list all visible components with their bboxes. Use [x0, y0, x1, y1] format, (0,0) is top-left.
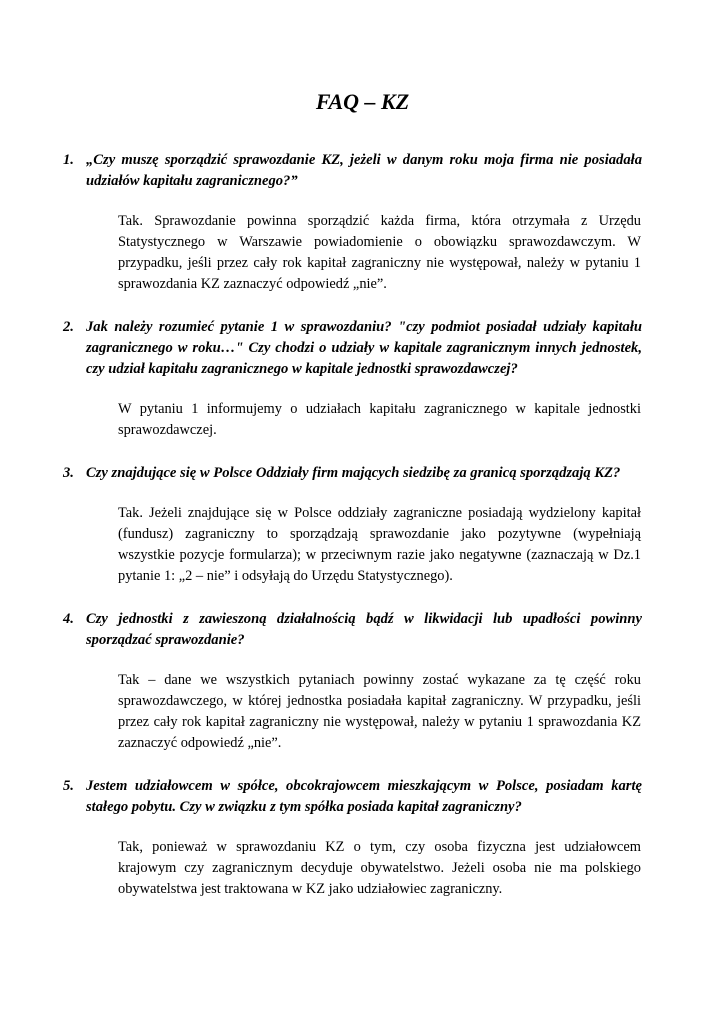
faq-answer: Tak. Sprawozdanie powinna sporządzić każda firma, która otrzymała z Urzędu Statystycznego w Warszawie powiadomienie o obowiązku sprawozdawczym. W przypadku, jeśli przez cały rok kapitał zagraniczny nie występował, należy w pytaniu 1 sprawozdania KZ zaznaczyć odpowiedź „nie”.	[118, 213, 641, 292]
faq-question-row	[0, 609, 725, 651]
faq-item-4	[0, 609, 725, 754]
faq-question-number: 5.	[63, 778, 74, 794]
faq-answer: Tak. Jeżeli znajdujące się w Polsce oddziały zagraniczne posiadają wydzielony kapitał (fundusz) zagraniczny to sporządzają sprawozdanie jako pozytywne (wypełniają wszystkie pozycje formularza); w przeciwnym razie jako negatywne (zaznaczają w Dz.1 pytanie 1: „2 – nie” i odsyłają do Urzędu Statystycznego).	[118, 505, 641, 584]
faq-question-number: 2.	[63, 319, 74, 335]
faq-answer: Tak, ponieważ w sprawozdaniu KZ o tym, czy osoba fizyczna jest udziałowcem krajowym czy zagranicznym decyduje obywatelstwo. Jeżeli osoba nie ma polskiego obywatelstwa jest traktowana w KZ jako udziałowiec zagraniczny.	[118, 839, 641, 897]
faq-item-2	[0, 317, 725, 441]
faq-question-row	[0, 150, 725, 192]
faq-question-row	[0, 463, 725, 484]
faq-answer: Tak – dane we wszystkich pytaniach powinny zostać wykazane za tę część roku sprawozdawczego, w której jednostka posiadała kapitał zagraniczny. W przypadku, jeśli przez cały rok kapitał zagraniczny nie występował, należy w pytaniu 1 sprawozdania KZ zaznaczyć odpowiedź „nie”.	[118, 672, 641, 751]
faq-question-number: 1.	[63, 152, 74, 168]
faq-item-1	[0, 150, 725, 295]
faq-question-row	[0, 317, 725, 380]
faq-question: „Czy muszę sporządzić sprawozdanie KZ, jeżeli w danym roku moja firma nie posiadała udziałów kapitału zagranicznego?”	[86, 152, 642, 189]
faq-question: Czy znajdujące się w Polsce Oddziały firm mających siedzibę za granicą sporządzają KZ?	[86, 465, 621, 481]
faq-item-3	[0, 463, 725, 587]
faq-question-number: 4.	[63, 611, 74, 627]
faq-list	[0, 150, 725, 922]
page-title: FAQ – KZ	[315, 89, 410, 114]
faq-item-5	[0, 776, 725, 900]
faq-answer: W pytaniu 1 informujemy o udziałach kapitału zagranicznego w kapitale jednostki sprawozdawczej.	[118, 401, 641, 438]
faq-question: Jak należy rozumieć pytanie 1 w sprawozdaniu? "czy podmiot posiadał udziały kapitału zagranicznego w roku…" Czy chodzi o udziały w kapitale zagranicznym innych jednostek, czy udział kapitału zagranicznego w kapitale jednostki sprawozdawczej?	[86, 319, 642, 377]
faq-question: Jestem udziałowcem w spółce, obcokrajowcem mieszkającym w Polsce, posiadam kartę stałego pobytu. Czy w związku z tym spółka posiada kapitał zagraniczny?	[86, 778, 642, 815]
faq-question: Czy jednostki z zawieszoną działalnością bądź w likwidacji lub upadłości powinny sporządzać sprawozdanie?	[86, 611, 642, 648]
faq-question-row	[0, 776, 725, 818]
faq-question-number: 3.	[63, 465, 74, 481]
